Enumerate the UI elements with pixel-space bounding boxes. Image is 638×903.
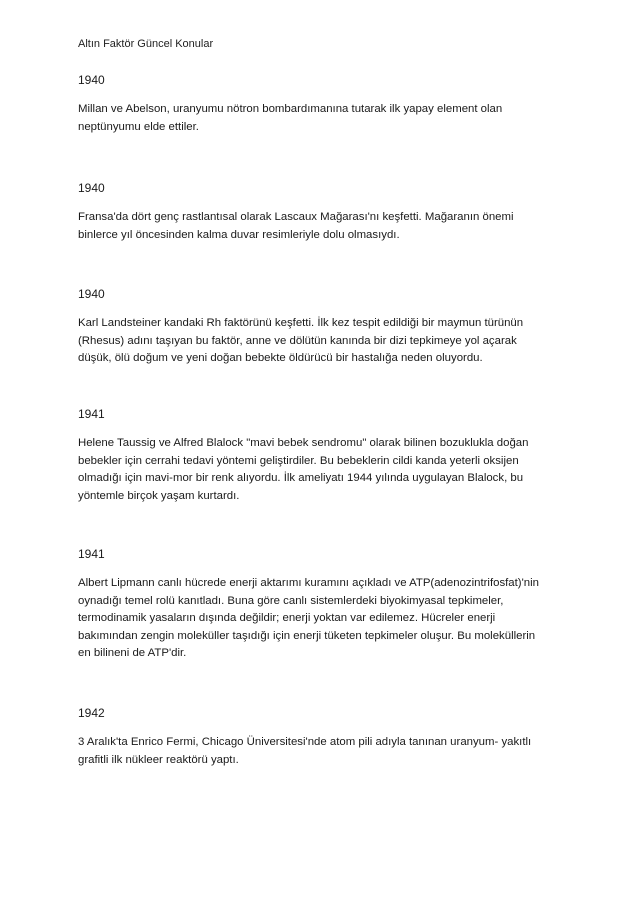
entry-year: 1940 [78,287,105,301]
text-line: Helene Taussig ve Alfred Blalock "mavi bebek sendromu" olarak bilinen bozuklukla doğan [78,437,529,449]
entry-year: 1940 [78,181,105,195]
entry-year: 1940 [78,73,105,87]
entry-text [78,575,560,663]
text-line: grafitli ilk nükleer reaktörü yaptı. [78,753,239,766]
timeline-entry [78,547,560,663]
entry-text [78,435,560,505]
timeline-entry [78,73,560,136]
entry-year: 1941 [78,407,105,421]
text-line: neptünyumu elde ettiler. [78,120,199,133]
text-line: bakımından zengin moleküller taşıdığı için enerji tüketen tepkimeler oluşur. Bu moleküllerin [78,629,536,642]
entry-year: 1941 [78,547,105,561]
text-line: Karl Landsteiner kandaki Rh faktörünü keşfetti. İlk kez tespit edildiği bir maymun türünün [78,317,524,329]
text-line: Albert Lipmann canlı hücrede enerji aktarımı kuramını açıkladı ve ATP(adenozintrifosfat)'nin [78,577,539,589]
text-line: oynadığı temel rolü kanıtladı. Buna göre canlı sistemlerdeki biyokimyasal tepkimeler, [78,594,504,607]
timeline-entry [78,407,560,505]
text-line: termodinamik yasaların dışında değildir; enerji yoktan var edilemez. Hücreler enerji [78,612,496,625]
timeline-entry [78,181,560,244]
text-line: olmadığı için mavi-mor bir renk alıyordu. İlk ameliyatı 1944 yılında uygulayan Blalock, bu [78,472,524,485]
entry-text [78,315,560,368]
entry-year: 1942 [78,706,105,720]
text-line: düşük, ölü doğum ve yeni doğan bebekte öldürücü bir hastalığa neden oluyordu. [78,352,483,365]
entry-text [78,734,560,769]
text-line: Fransa'da dört genç rastlantısal olarak Lascaux Mağarası'nı keşfetti. Mağaranın önemi [78,211,514,223]
page-header: Altın Faktör Güncel Konular [78,38,214,50]
entry-text [78,209,560,244]
timeline-entry [78,706,560,769]
text-line: en bilineni de ATP'dir. [78,647,187,660]
text-line: Millan ve Abelson, uranyumu nötron bombardımanına tutarak ilk yapay element olan [78,103,503,115]
text-line: binlerce yıl öncesinden kalma duvar resimleriyle dolu olmasıydı. [78,228,400,241]
text-line: bebekler için cerrahi tedavi yöntemi geliştirdiler. Bu bebeklerin cildi kanda yeterli oksijen [78,454,519,467]
entry-text [78,101,560,136]
timeline-entry [78,287,560,368]
text-line: yöntemle birçok yaşam kurtardı. [78,489,240,502]
text-line: 3 Aralık'ta Enrico Fermi, Chicago Üniversitesi'nde atom pili adıyla tanınan uranyum- yakıtlı [78,736,532,748]
text-line: (Rhesus) adını taşıyan bu faktör, anne ve dölütün kanında bir dizi tepkimeye yol açarak [78,334,517,347]
